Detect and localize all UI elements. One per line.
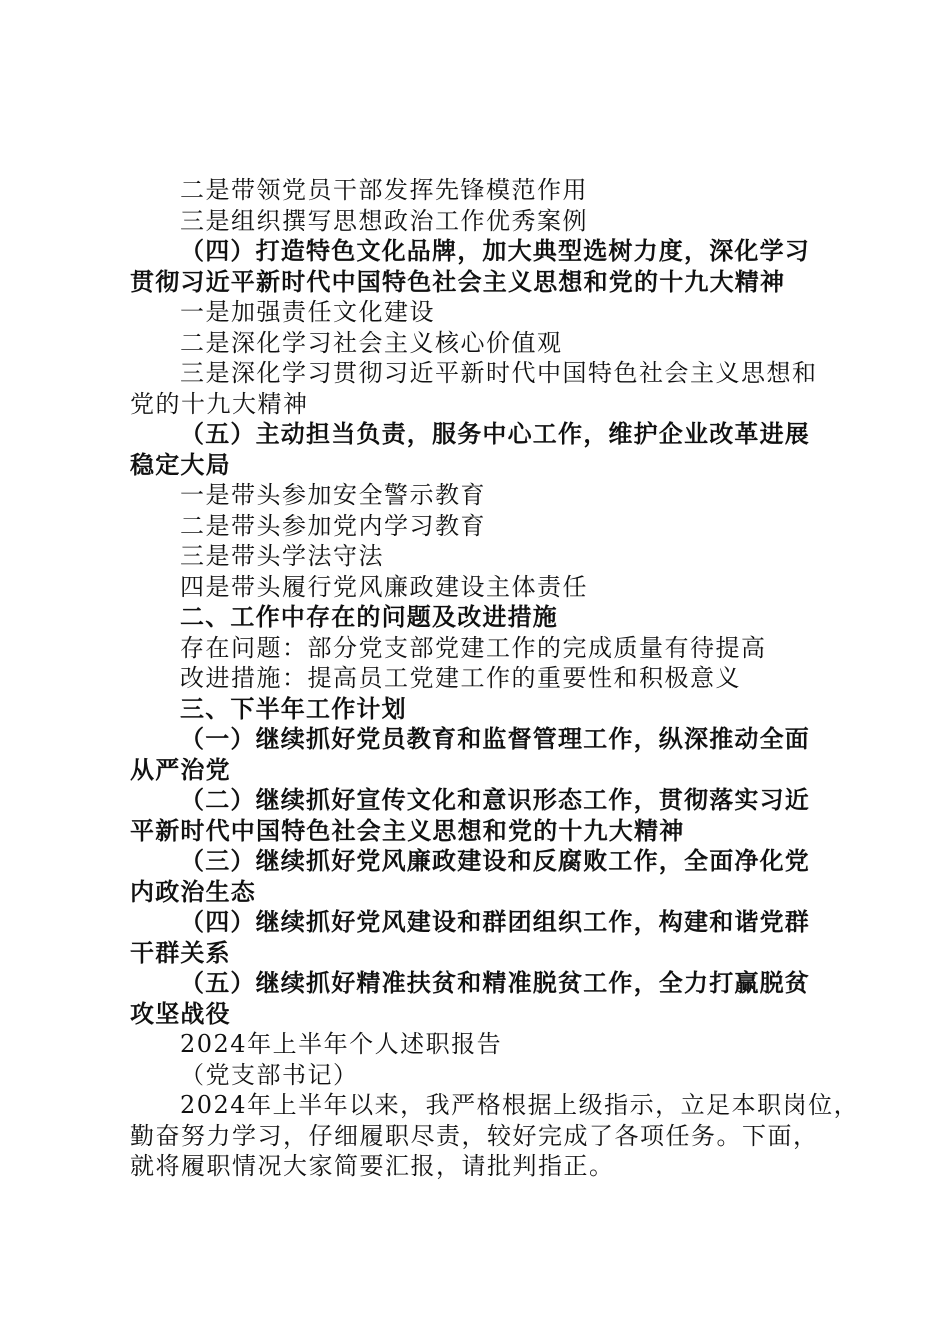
section-heading-line: 干群关系 [130,938,231,967]
section-heading-line: （一）继续抓好党员教育和监督管理工作，纵深推动全面 [180,725,810,753]
text-line: 一是加强责任文化建设 [180,298,435,326]
text-line: 一是带头参加安全警示教育 [180,481,486,509]
section-heading-line: （二）继续抓好宣传文化和意识形态工作，贯彻落实习近 [180,786,810,814]
report-subtitle-line: （党支部书记） [180,1060,359,1089]
document-body [130,175,860,1182]
section-heading-line: 内政治生态 [130,877,256,906]
section-heading-line: 平新时代中国特色社会主义思想和党的十九大精神 [130,816,685,845]
text-line: 二是带头参加党内学习教育 [180,511,486,540]
text-line: 三是组织撰写思想政治工作优秀案例 [180,206,588,235]
chapter-heading-line: 三、下半年工作计划 [180,694,407,723]
section-heading-line: （五）主动担当负责，服务中心工作，维护企业改革进展 [180,420,810,448]
section-heading-line: 稳定大局 [130,450,231,479]
section-heading-line: （四）打造特色文化品牌，加大典型选树力度，深化学习 [180,237,810,265]
chapter-heading-line: 二、工作中存在的问题及改进措施 [180,603,558,631]
text-line: 二是带领党员干部发挥先锋模范作用 [180,176,588,204]
text-line: 二是深化学习社会主义核心价值观 [180,328,563,357]
section-heading-line: （五）继续抓好精准扶贫和精准脱贫工作，全力打赢脱贫 [180,969,810,997]
text-line: 就将履职情况大家简要汇报，请批判指正。 [130,1152,615,1180]
text-line: 存在问题：部分党支部党建工作的完成质量有待提高 [180,633,767,662]
text-line: 改进措施：提高员工党建工作的重要性和积极意义 [180,664,741,692]
section-heading-line: （三）继续抓好党风廉政建设和反腐败工作，全面净化党 [180,847,810,875]
section-heading-line: （四）继续抓好党风建设和群团组织工作，构建和谐党群 [180,908,810,936]
text-line: 四是带头履行党风廉政建设主体责任 [180,572,588,601]
section-heading-line: 从严治党 [130,755,231,784]
text-line: 三是深化学习贯彻习近平新时代中国特色社会主义思想和 [180,359,818,387]
section-heading-line: 攻坚战役 [130,999,231,1028]
text-line: 2024年上半年以来，我严格根据上级指示，立足本职岗位， [180,1091,860,1119]
report-title-line: 2024年上半年个人述职报告 [180,1030,503,1058]
text-line: 党的十九大精神 [130,389,309,418]
text-line: 三是带头学法守法 [180,542,384,570]
section-heading-line: 贯彻习近平新时代中国特色社会主义思想和党的十九大精神 [130,267,786,296]
text-line: 勤奋努力学习，仔细履职尽责，较好完成了各项任务。下面， [130,1121,819,1150]
